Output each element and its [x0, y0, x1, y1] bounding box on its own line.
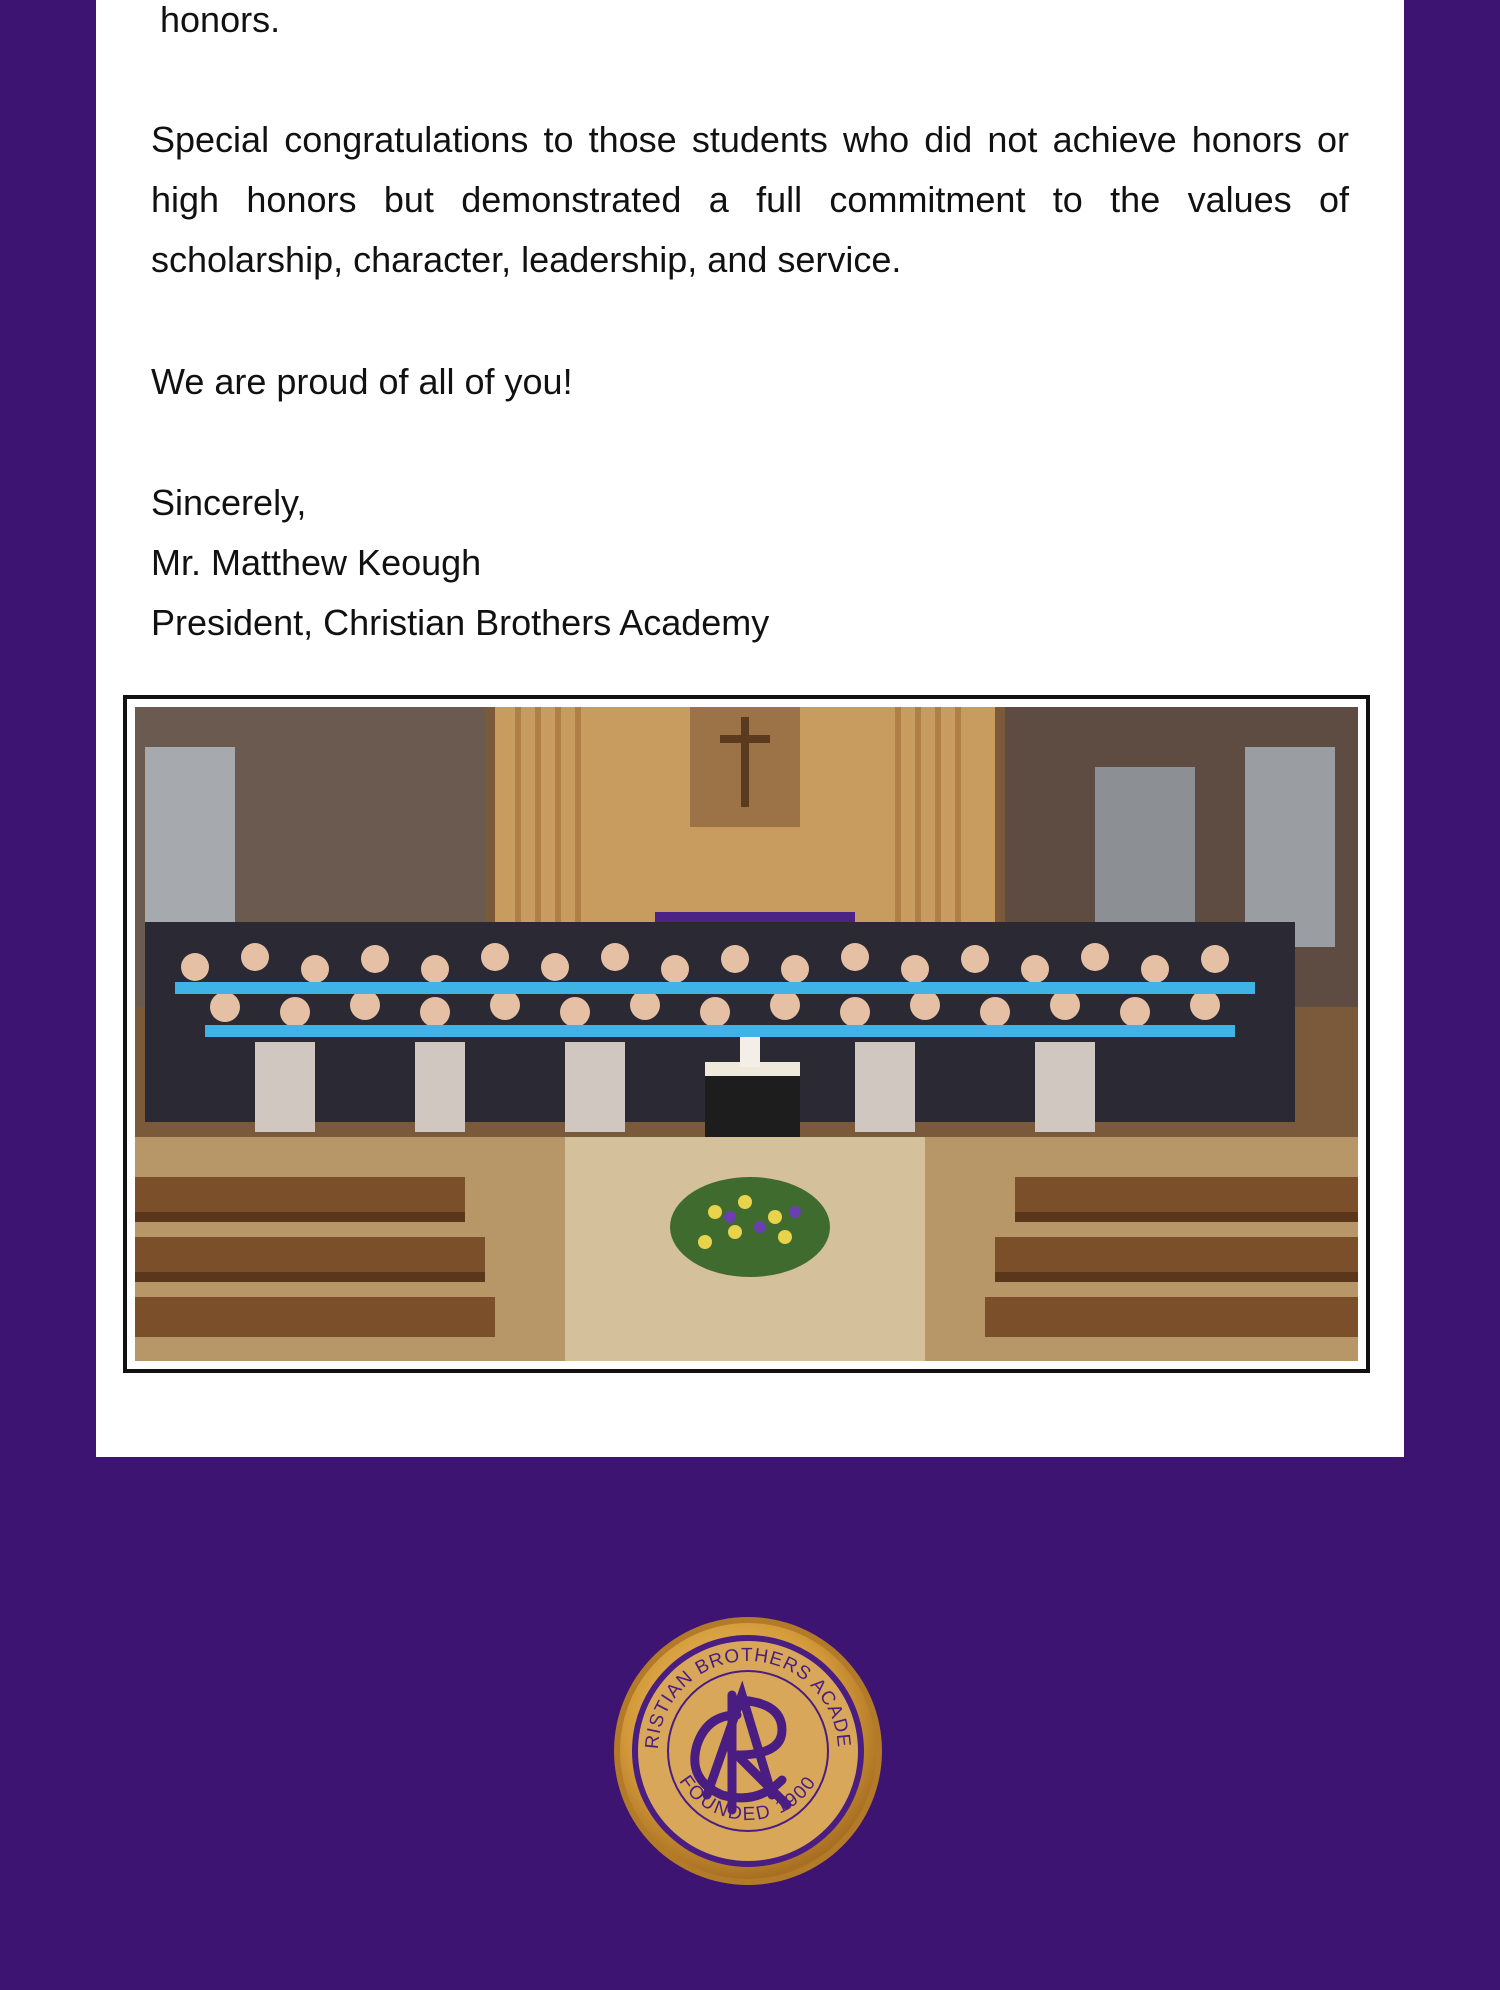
signature-block: [151, 473, 1349, 653]
academy-seal-icon: [612, 1615, 884, 1887]
letter-card: [96, 0, 1404, 1457]
academy-seal: [612, 1615, 884, 1887]
svg-text:CHRISTIAN BROTHERS ACADEMY: RISTIAN BROTHERS ACADE: [641, 1644, 855, 1750]
congratulations-paragraph: Special congratulations to those students who did not achieve honors or high honors but demonstrated a full commitment to the values of scholarship, character, leadership, and service.: [151, 119, 1349, 280]
signer-name: Mr. Matthew Keough: [151, 542, 482, 583]
signer-title: President, Christian Brothers Academy: [151, 602, 770, 643]
svg-text:FOUNDED 1900: FOUNDED 1900: [674, 1771, 822, 1826]
text-fragment: honors.: [160, 0, 281, 40]
group-photo: [123, 695, 1370, 1373]
group-photo-image: [135, 707, 1358, 1361]
closing-line: Sincerely,: [151, 482, 307, 523]
proud-paragraph: We are proud of all of you!: [151, 361, 573, 402]
